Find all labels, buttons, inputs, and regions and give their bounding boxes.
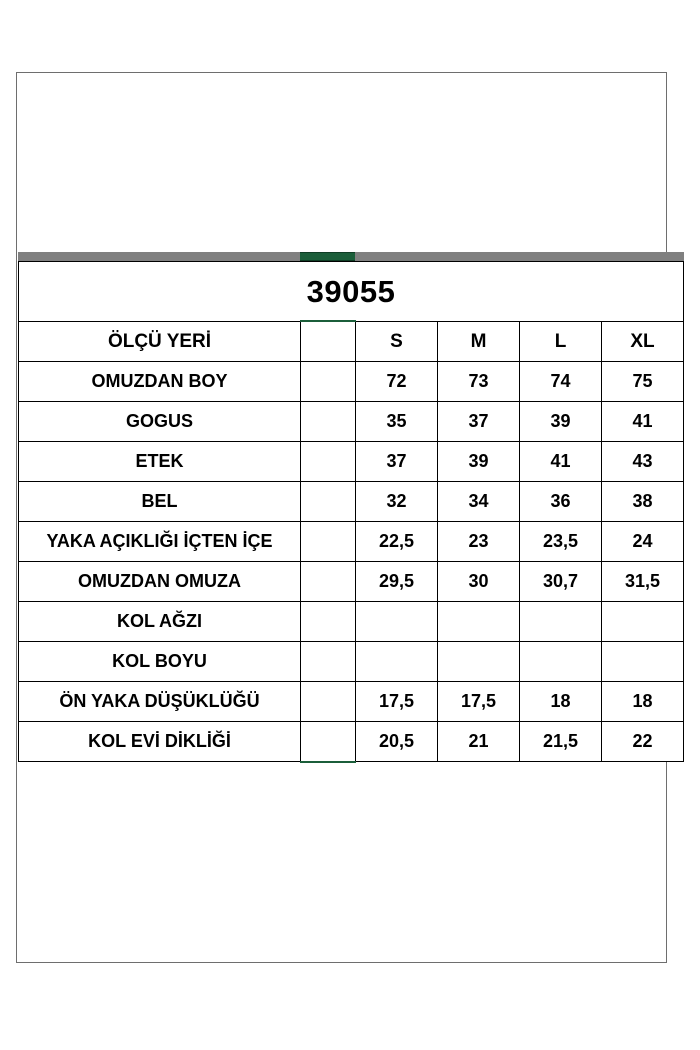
value-cell-s: 72 [356,362,438,402]
value-cell-l: 39 [520,402,602,442]
value-cell-m: 73 [438,362,520,402]
measure-name-cell: YAKA AÇIKLIĞI İÇTEN İÇE [19,522,301,562]
measure-name-cell: KOL AĞZI [19,602,301,642]
table-row [19,682,684,722]
value-cell-m: 23 [438,522,520,562]
value-cell-xl: 38 [602,482,684,522]
table-row [19,602,684,642]
table-header-row [19,322,684,362]
value-cell-xl: 43 [602,442,684,482]
value-cell-m: 17,5 [438,682,520,722]
value-cell-s: 17,5 [356,682,438,722]
value-cell-xl: 41 [602,402,684,442]
value-cell-s: 35 [356,402,438,442]
value-cell-xl [602,602,684,642]
green-accent-marker [300,252,355,261]
value-cell-m: 30 [438,562,520,602]
value-cell-l [520,602,602,642]
value-cell-l: 21,5 [520,722,602,762]
measure-name-cell: KOL BOYU [19,642,301,682]
measure-name-cell: GOGUS [19,402,301,442]
table-row [19,722,684,762]
spacer-cell [301,722,356,762]
value-cell-s: 32 [356,482,438,522]
spacer-cell [301,482,356,522]
header-size-m: M [438,322,520,362]
measure-name-cell: KOL EVİ DİKLİĞİ [19,722,301,762]
value-cell-m: 21 [438,722,520,762]
table-row [19,562,684,602]
value-cell-l: 18 [520,682,602,722]
spacer-cell [301,402,356,442]
value-cell-l: 23,5 [520,522,602,562]
spacer-cell [301,442,356,482]
style-code-cell [19,262,684,322]
measure-name-cell: OMUZDAN BOY [19,362,301,402]
table-row [19,402,684,442]
value-cell-xl: 24 [602,522,684,562]
table-row [19,522,684,562]
header-spacer [301,322,356,362]
header-measure-name: ÖLÇÜ YERİ [19,322,301,362]
value-cell-l: 30,7 [520,562,602,602]
value-cell-xl: 22 [602,722,684,762]
table-row [19,362,684,402]
value-cell-xl [602,642,684,682]
size-chart-table [18,261,684,762]
spacer-cell [301,362,356,402]
value-cell-s [356,642,438,682]
measure-name-cell: ÖN YAKA DÜŞÜKLÜĞÜ [19,682,301,722]
value-cell-s: 20,5 [356,722,438,762]
value-cell-xl: 31,5 [602,562,684,602]
value-cell-xl: 18 [602,682,684,722]
value-cell-xl: 75 [602,362,684,402]
gray-separator-bar [18,252,684,261]
value-cell-s: 29,5 [356,562,438,602]
header-size-l: L [520,322,602,362]
header-size-s: S [356,322,438,362]
table-row [19,482,684,522]
value-cell-s: 22,5 [356,522,438,562]
value-cell-l: 41 [520,442,602,482]
spacer-cell [301,642,356,682]
table-row [19,442,684,482]
value-cell-s: 37 [356,442,438,482]
value-cell-m: 34 [438,482,520,522]
style-code-text: 39055 [306,273,396,309]
measure-name-cell: OMUZDAN OMUZA [19,562,301,602]
spacer-cell [301,602,356,642]
measure-name-cell: ETEK [19,442,301,482]
value-cell-l [520,642,602,682]
spacer-cell [301,682,356,722]
spacer-cell [301,522,356,562]
value-cell-m: 37 [438,402,520,442]
value-cell-s [356,602,438,642]
value-cell-m [438,642,520,682]
measure-name-cell: BEL [19,482,301,522]
table-title-row [19,262,684,322]
spacer-cell [301,562,356,602]
table-row [19,642,684,682]
header-size-xl: XL [602,322,684,362]
value-cell-m [438,602,520,642]
value-cell-l: 36 [520,482,602,522]
value-cell-l: 74 [520,362,602,402]
value-cell-m: 39 [438,442,520,482]
